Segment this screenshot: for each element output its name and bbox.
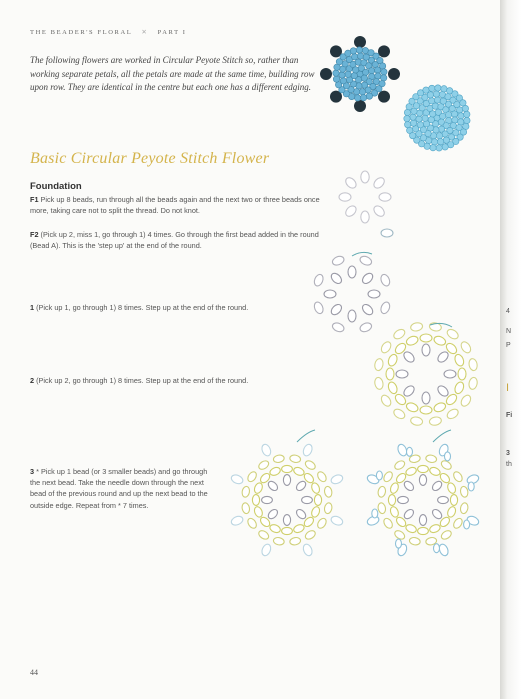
bead — [293, 466, 306, 477]
bead — [460, 502, 469, 514]
bead — [314, 495, 321, 506]
bead — [396, 370, 408, 378]
bead — [429, 416, 442, 426]
bead — [389, 506, 400, 519]
photo-bead — [442, 144, 448, 150]
bead — [339, 193, 351, 201]
step-1-label: 1 — [30, 303, 35, 312]
bead — [379, 393, 392, 407]
step-3-text: * Pick up 1 bead (or 3 smaller beads) and go through the next bead. Take the needle down through the next bead of the previous round and up the next bead to the outside edge. Repeat from * 7 times. — [30, 467, 208, 510]
bead — [429, 523, 442, 534]
photo-bead — [359, 89, 365, 95]
section-title: Basic Circular Peyote Stitch Flower — [30, 150, 270, 167]
thread-line — [297, 430, 315, 442]
facing-page-fragment: 3 — [506, 450, 510, 457]
bead — [460, 486, 469, 498]
photo-bead — [404, 115, 410, 121]
bead — [446, 482, 457, 495]
bead — [396, 539, 402, 548]
bead — [419, 515, 426, 526]
bead — [410, 322, 423, 332]
bead — [372, 176, 386, 190]
photo-bead — [456, 107, 462, 113]
bead — [433, 335, 447, 347]
bead — [403, 508, 416, 521]
photo-bead — [458, 113, 464, 119]
bead — [377, 502, 386, 514]
bead — [283, 515, 290, 526]
bead — [331, 321, 345, 333]
bead — [253, 482, 264, 495]
photo-bead — [434, 97, 440, 103]
bead — [452, 470, 464, 483]
bead — [267, 480, 280, 493]
step-f2-label: F2 — [30, 230, 39, 239]
photo-bead — [410, 120, 416, 126]
bead — [382, 470, 394, 483]
bead — [405, 335, 419, 347]
photo-bead — [360, 95, 366, 101]
step-1-text: (Pick up 1, go through 1) 8 times. Step up at the end of the round. — [36, 303, 249, 312]
facing-page-fragment: I — [506, 382, 510, 394]
bead — [359, 255, 373, 267]
bead — [295, 508, 308, 521]
bead — [387, 353, 399, 367]
bead — [438, 496, 449, 503]
bead — [344, 176, 358, 190]
bead — [376, 471, 382, 480]
bead — [310, 482, 321, 495]
bead — [407, 447, 413, 456]
photo-bead — [429, 85, 435, 91]
running-head-separator: ✕ — [141, 29, 149, 36]
bead — [468, 482, 474, 491]
facing-page-fragment: N — [506, 328, 512, 335]
bead — [419, 475, 426, 486]
photo-bead — [379, 63, 385, 69]
bead — [374, 358, 384, 371]
bead — [392, 407, 406, 420]
bead — [241, 486, 250, 498]
bead — [410, 416, 423, 426]
bead — [450, 495, 457, 506]
photo-bead — [440, 113, 446, 119]
photo-bead — [428, 98, 434, 104]
bead — [386, 368, 394, 380]
bead — [329, 271, 343, 285]
bead — [253, 506, 264, 519]
bead — [436, 350, 450, 364]
photo-bead — [436, 145, 442, 151]
photo-bead — [430, 145, 436, 151]
facing-page-edge — [500, 0, 521, 699]
bead — [372, 204, 386, 218]
step-1 — [30, 302, 320, 313]
bead — [431, 480, 444, 493]
bead — [241, 502, 250, 514]
bead — [409, 537, 421, 546]
bead — [444, 370, 456, 378]
bead — [464, 520, 470, 529]
thread-line — [433, 430, 451, 442]
photo-bead — [363, 69, 369, 75]
running-head-part: PART I — [157, 29, 187, 36]
bead — [324, 486, 333, 498]
beaded-flowers-photo — [305, 36, 500, 156]
bead — [302, 443, 314, 457]
bead — [260, 443, 272, 457]
photo-bead-dark — [320, 68, 332, 80]
photo-bead — [345, 71, 351, 77]
bead — [429, 466, 442, 477]
bead — [381, 229, 393, 237]
bead — [316, 470, 328, 483]
bead — [405, 401, 419, 413]
photo-bead — [333, 70, 339, 76]
bead — [379, 273, 391, 287]
photo-bead — [464, 117, 470, 123]
bead — [246, 517, 258, 530]
bead — [289, 537, 301, 546]
intro-paragraph: The following flowers are worked in Circular Peyote Stitch so, rather than working separate petals, all the petals are made at the same time, building row upon row. They are identical in the centre but each one has a different edging. — [30, 55, 315, 93]
bead — [402, 384, 416, 398]
step-3 — [30, 466, 215, 511]
bead — [262, 496, 273, 503]
photo-bead-dark — [378, 91, 390, 103]
photo-bead — [435, 85, 441, 91]
bead — [402, 350, 416, 364]
bead — [269, 523, 282, 534]
bead — [252, 495, 259, 506]
bead — [283, 475, 290, 486]
bead — [393, 459, 406, 471]
bead — [405, 466, 418, 477]
bead — [313, 273, 325, 287]
photo-bead — [354, 95, 360, 101]
photo-bead — [357, 53, 363, 59]
bead — [459, 393, 472, 407]
bead — [425, 454, 437, 463]
bead — [329, 303, 343, 317]
photo-bead — [404, 109, 410, 115]
photo-bead — [351, 54, 357, 60]
photo-bead — [437, 139, 443, 145]
bead — [302, 543, 314, 557]
photo-bead — [422, 115, 428, 121]
photo-bead — [381, 75, 387, 81]
running-head — [30, 28, 187, 36]
photo-bead — [431, 139, 437, 145]
bead — [273, 454, 285, 463]
bead — [453, 353, 465, 367]
step-2 — [30, 375, 320, 386]
bead — [316, 517, 328, 530]
bead — [295, 480, 308, 493]
bead — [403, 480, 416, 493]
bead — [374, 377, 384, 390]
bead — [361, 271, 375, 285]
bead — [282, 465, 293, 472]
photo-bead — [405, 121, 411, 127]
bead — [431, 508, 444, 521]
step-f1 — [30, 194, 335, 216]
bead — [446, 506, 457, 519]
bead — [387, 381, 399, 395]
bead — [246, 470, 258, 483]
bead — [361, 171, 369, 183]
bead — [389, 482, 400, 495]
foundation-heading: Foundation — [30, 181, 82, 192]
photo-bead — [368, 68, 374, 74]
bead — [273, 537, 285, 546]
bead — [405, 523, 418, 534]
photo-bead-dark — [388, 68, 400, 80]
facing-page-fragment: Fi — [506, 412, 513, 419]
bead — [361, 303, 375, 317]
bead — [348, 266, 356, 278]
photo-bead-dark — [378, 45, 390, 57]
bead — [418, 527, 429, 534]
bead — [289, 454, 301, 463]
bead — [379, 301, 391, 315]
photo-bead — [350, 48, 356, 54]
photo-bead — [381, 69, 387, 75]
bead — [452, 517, 464, 530]
bead — [368, 290, 380, 298]
round-3-diagram-step-a — [222, 428, 352, 568]
step-2-text: (Pick up 2, go through 1) 8 times. Step up at the end of the round. — [36, 376, 249, 385]
photo-bead — [452, 117, 458, 123]
photo-bead — [375, 73, 381, 79]
bead — [282, 527, 293, 534]
photo-bead — [339, 72, 345, 78]
bead — [361, 211, 369, 223]
photo-bead — [458, 119, 464, 125]
bead — [348, 310, 356, 322]
bead — [304, 529, 317, 541]
bead — [230, 515, 244, 527]
bead — [453, 381, 465, 395]
bead — [420, 334, 432, 342]
bead — [324, 502, 333, 514]
bead — [436, 384, 450, 398]
bead — [418, 465, 429, 472]
bead — [377, 486, 386, 498]
bead — [330, 515, 344, 527]
bead — [313, 301, 325, 315]
round-1-diagram — [370, 320, 482, 428]
bead — [445, 327, 459, 340]
bead — [304, 459, 317, 471]
bead — [269, 466, 282, 477]
step-f2-text: (Pick up 2, miss 1, go through 1) 4 times. Go through the first bead added in the round (Bead A). This is the 'step up' at the end of the round. — [30, 230, 319, 251]
bead — [379, 340, 392, 354]
photo-bead-dark — [354, 100, 366, 112]
photo-bead — [462, 105, 468, 111]
page-number: 44 — [30, 668, 38, 677]
light-blue-flower — [404, 85, 470, 151]
photo-bead — [445, 112, 451, 118]
facing-page-fragment: P — [506, 342, 511, 349]
bead — [434, 544, 440, 553]
bead — [445, 407, 459, 420]
bead — [445, 452, 451, 461]
bead — [420, 406, 432, 414]
bead — [372, 509, 378, 518]
bead — [230, 473, 244, 485]
bead — [422, 392, 430, 404]
bead — [324, 290, 336, 298]
step-f1-text: Pick up 8 beads, run through all the beads again and the next two or three beads once more, taking care not to split the thread. Do not knot. — [30, 195, 320, 216]
bead — [302, 496, 313, 503]
bead — [440, 529, 453, 541]
step-f2 — [30, 229, 330, 251]
photo-bead — [333, 76, 339, 82]
photo-bead — [433, 91, 439, 97]
bead — [310, 506, 321, 519]
bead — [388, 495, 395, 506]
bead — [392, 327, 406, 340]
facing-page-fragment: 4 — [506, 308, 510, 315]
photo-bead — [423, 87, 429, 93]
photo-bead — [410, 114, 416, 120]
photo-bead — [436, 133, 442, 139]
round-3-diagram-step-b — [358, 428, 488, 568]
step-3-label: 3 — [30, 467, 35, 476]
bead — [344, 204, 358, 218]
photo-bead — [416, 116, 422, 122]
bead — [293, 523, 306, 534]
step-2-label: 2 — [30, 376, 35, 385]
dark-blue-flower — [320, 36, 400, 112]
photo-bead — [410, 132, 416, 138]
bead — [260, 543, 272, 557]
bead — [468, 358, 478, 371]
photo-bead-dark — [354, 36, 366, 48]
step-f1-label: F1 — [30, 195, 39, 204]
bead — [458, 368, 466, 380]
bead — [468, 377, 478, 390]
bead — [433, 401, 447, 413]
bead — [459, 340, 472, 354]
bead — [257, 529, 270, 541]
bead — [330, 473, 344, 485]
photo-bead — [464, 111, 470, 117]
bead — [422, 344, 430, 356]
photo-bead — [366, 93, 372, 99]
bead — [398, 496, 409, 503]
bead — [379, 193, 391, 201]
foundation-diagram — [335, 165, 395, 245]
bead — [382, 517, 394, 530]
bead — [331, 255, 345, 267]
bead — [257, 459, 270, 471]
bead — [267, 508, 280, 521]
facing-page-fragment: th — [506, 461, 512, 468]
thread-line — [352, 252, 372, 256]
running-head-book-title: THE BEADER'S FLORAL — [30, 29, 133, 36]
photo-bead — [376, 86, 382, 92]
photo-bead — [356, 47, 362, 53]
